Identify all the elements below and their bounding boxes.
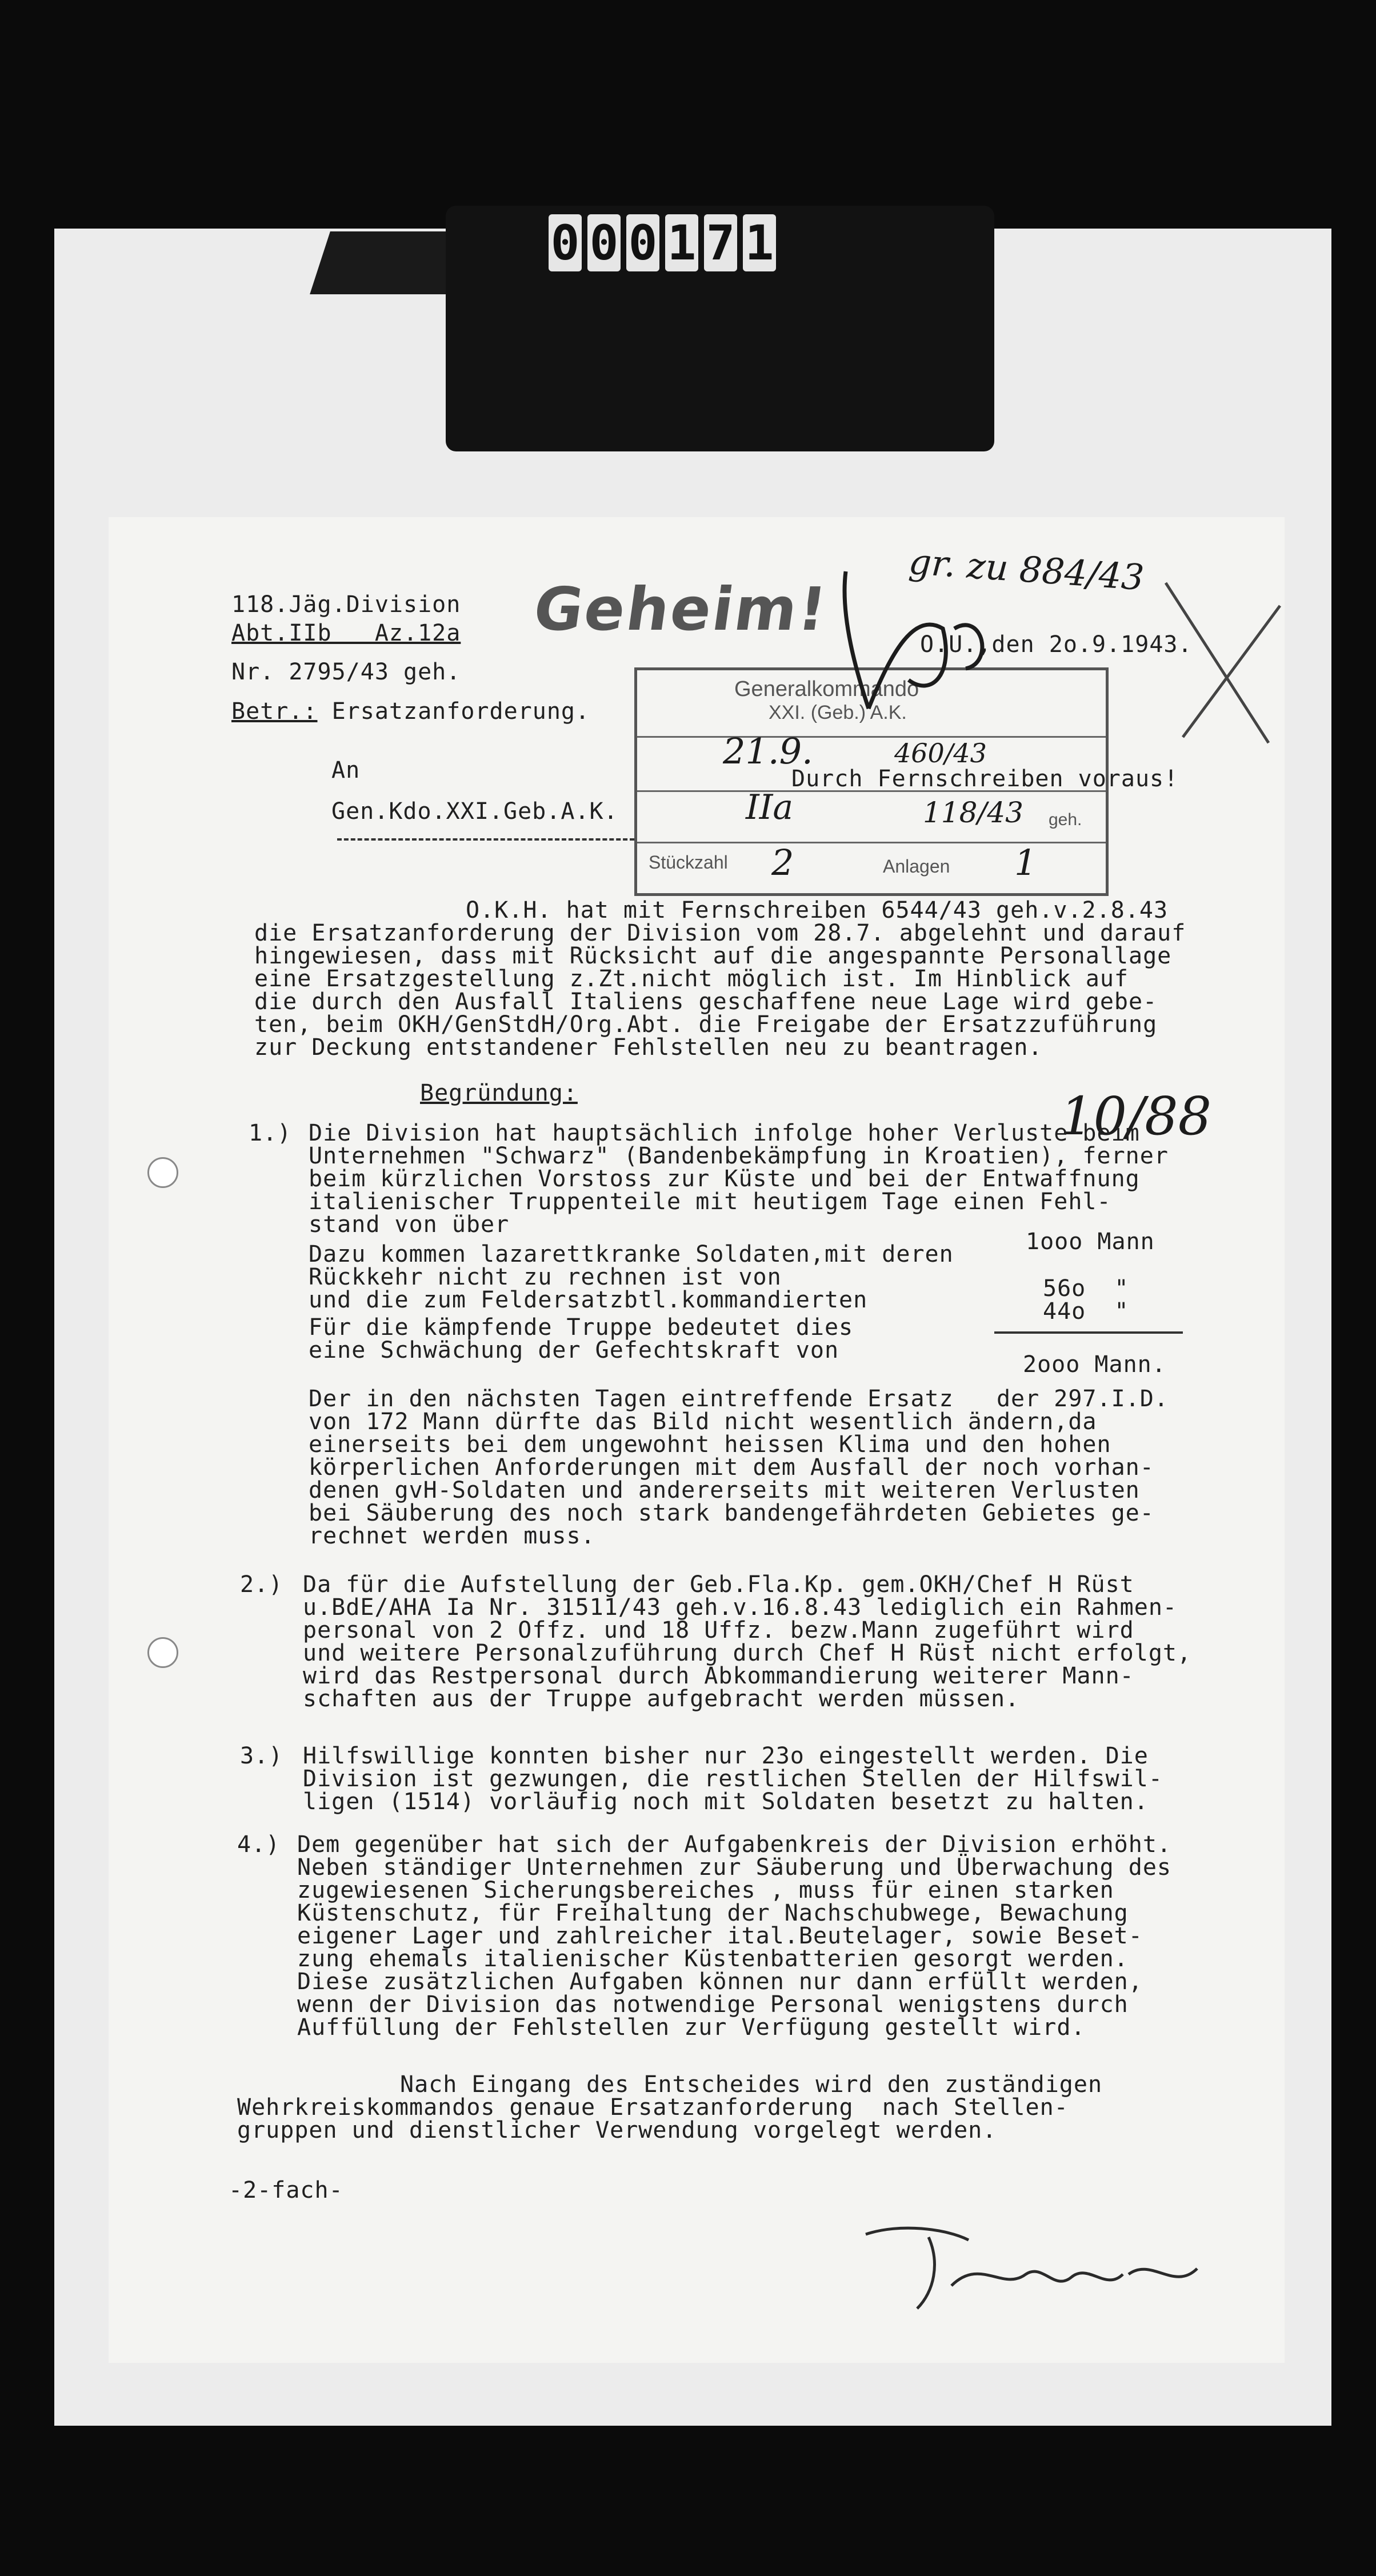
- counter-digit: 0: [587, 214, 621, 271]
- subject-label: Betr.:: [231, 698, 318, 725]
- point-line: Auffüllung der Fehlstellen zur Verfügung gestellt wird.: [297, 2014, 1086, 2041]
- point-line: u.BdE/AHA Ia Nr. 31511/43 geh.v.16.8.43 lediglich ein Rahmen-: [303, 1594, 1178, 1621]
- punch-hole: [147, 1637, 178, 1668]
- point-line: und weitere Personalzuführung durch Chef H Rüst nicht erfolgt,: [303, 1640, 1192, 1666]
- point-line: Rückkehr nicht zu rechnen ist von: [309, 1264, 782, 1290]
- advance-note: Durch Fernschreiben voraus!: [791, 766, 1179, 792]
- closing-line: Wehrkreiskommandos genaue Ersatzanforderung nach Stellen-: [237, 2094, 1069, 2121]
- point-line: rechnet werden muss.: [309, 1523, 595, 1549]
- point-line: körperlichen Anforderungen mit dem Ausfall der noch vorhan-: [309, 1454, 1154, 1481]
- point-number: 4.): [237, 1831, 281, 1858]
- unit-name: 118.Jäg.Division: [231, 591, 461, 618]
- figure-value: 44o ": [1043, 1298, 1129, 1325]
- intro-line: zur Deckung entstandener Fehlstellen neu zu beantragen.: [254, 1034, 1043, 1061]
- point-line: eine Schwächung der Gefechtskraft von: [309, 1337, 839, 1363]
- addressee: Gen.Kdo.XXI.Geb.A.K.: [331, 798, 618, 825]
- signature: [854, 2223, 1231, 2314]
- stamp-department: IIa: [746, 787, 794, 827]
- point-line: bei Säuberung des noch stark bandengefährdeten Gebietes ge-: [309, 1500, 1154, 1526]
- counter-digit: 0: [549, 214, 582, 271]
- point-line: Neben ständiger Unternehmen zur Säuberung und Überwachung des: [297, 1854, 1172, 1881]
- stamp-entry-number: 460/43: [894, 738, 987, 769]
- counter-digit: 1: [665, 214, 698, 271]
- department: Abt.IIb Az.12a: [231, 620, 461, 646]
- point-line: Dazu kommen lazarettkranke Soldaten,mit deren: [309, 1241, 954, 1267]
- counter-digit: 7: [704, 214, 737, 271]
- addressee-label: An: [331, 757, 361, 783]
- point-line: Dem gegenüber hat sich der Aufgabenkreis der Division erhöht.: [297, 1831, 1172, 1858]
- figure-total: 2ooo Mann.: [1023, 1351, 1166, 1378]
- sum-line: [994, 1331, 1183, 1334]
- subject-line: [231, 698, 590, 725]
- place-date: O.U.,den 2o.9.1943.: [920, 631, 1193, 658]
- classification-stamp: Geheim!: [529, 574, 833, 644]
- stamp-department-number: 118/43: [923, 796, 1023, 829]
- point-line: Division ist gezwungen, die restlichen Stellen der Hilfswil-: [303, 1766, 1163, 1792]
- subject-text: Ersatzanforderung.: [331, 698, 590, 725]
- point-line: ligen (1514) vorläufig noch mit Soldaten besetzt zu halten.: [303, 1789, 1149, 1815]
- stamp-suffix: geh.: [1049, 810, 1082, 829]
- point-line: von 172 Mann dürfte das Bild nicht wesentlich ändern,da: [309, 1409, 1097, 1435]
- point-line: beim kürzlichen Vorstoss zur Küste und bei der Entwaffnung: [309, 1166, 1140, 1192]
- stamp-count-label: Stückzahl: [649, 852, 728, 873]
- point-line: Hilfswillige konnten bisher nur 23o eingestellt werden. Die: [303, 1743, 1149, 1769]
- point-line: Für die kämpfende Truppe bedeutet dies: [309, 1314, 854, 1341]
- frame-counter: [549, 214, 776, 277]
- intro-line: eine Ersatzgestellung z.Zt.nicht möglich ist. Im Hinblick auf: [254, 966, 1129, 992]
- point-line: eigener Lager und zahlreicher ital.Beutelager, sowie Beset-: [297, 1923, 1143, 1949]
- figure-value: 56o ": [1043, 1275, 1129, 1302]
- closing-line: gruppen und dienstlicher Verwendung vorgelegt werden.: [237, 2117, 997, 2143]
- point-number: 3.): [240, 1743, 283, 1769]
- point-number: 2.): [240, 1571, 283, 1598]
- point-line: wenn der Division das notwendige Personal wenigstens durch: [297, 1991, 1129, 2018]
- point-line: schaften aus der Truppe aufgebracht werden müssen.: [303, 1686, 1020, 1712]
- point-line: Da für die Aufstellung der Geb.Fla.Kp. gem.OKH/Chef H Rüst: [303, 1571, 1134, 1598]
- stamp-divider: [637, 790, 1106, 792]
- intro-line: O.K.H. hat mit Fernschreiben 6544/43 geh.v.2.8.43: [466, 897, 1169, 923]
- point-line: Der in den nächsten Tagen eintreffende Ersatz der 297.I.D.: [309, 1386, 1169, 1412]
- punch-hole: [147, 1157, 178, 1188]
- point-line: Diese zusätzlichen Aufgaben können nur dann erfüllt werden,: [297, 1969, 1143, 1995]
- point-line: stand von über: [309, 1211, 510, 1238]
- stamp-entry-date: 21.9.: [723, 730, 813, 772]
- stamp-count: 2: [771, 842, 794, 883]
- intro-line: ten, beim OKH/GenStdH/Org.Abt. die Freigabe der Ersatzzuführung: [254, 1011, 1158, 1038]
- handwritten-margin-number: 10/88: [1060, 1086, 1212, 1147]
- document-number: Nr. 2795/43 geh.: [231, 659, 461, 685]
- stamp-attachments-label: Anlagen: [883, 856, 950, 877]
- intro-line: die Ersatzanforderung der Division vom 28.7. abgelehnt und darauf: [254, 920, 1186, 946]
- reason-heading: Begründung:: [420, 1080, 578, 1106]
- counter-digit: 1: [743, 214, 776, 271]
- stamp-line1: Generalkommando: [734, 677, 919, 701]
- point-number: 1.): [249, 1120, 292, 1146]
- intro-line: hingewiesen, dass mit Rücksicht auf die angespannte Personallage: [254, 943, 1172, 969]
- closing-line: Nach Eingang des Entscheides wird den zuständigen: [400, 2071, 1103, 2098]
- point-line: Unternehmen "Schwarz" (Bandenbekämpfung in Kroatien), ferner: [309, 1143, 1169, 1169]
- figure-value: 1ooo Mann: [1026, 1229, 1155, 1255]
- copies-note: -2-fach-: [229, 2177, 343, 2203]
- initials-scribble: [823, 549, 1297, 766]
- point-line: zugewiesenen Sicherungsbereiches , muss für einen starken: [297, 1877, 1114, 1903]
- point-line: denen gvH-Soldaten und andererseits mit weiteren Verlusten: [309, 1477, 1140, 1503]
- point-line: personal von 2 Offz. und 18 Uffz. bezw.Mann zugeführt wird: [303, 1617, 1134, 1643]
- point-line: Küstenschutz, für Freihaltung der Nachschubwege, Bewachung: [297, 1900, 1129, 1926]
- point-line: und die zum Feldersatzbtl.kommandierten: [309, 1287, 868, 1313]
- point-line: Die Division hat hauptsächlich infolge hoher Verluste beim: [309, 1120, 1140, 1146]
- point-line: einerseits bei dem ungewohnt heissen Klima und den hohen: [309, 1431, 1111, 1458]
- stamp-attachments: 1: [1014, 842, 1037, 883]
- point-line: italienischer Truppenteile mit heutigem Tage einen Fehl-: [309, 1189, 1111, 1215]
- counter-digit: 0: [626, 214, 659, 271]
- separator-line: [337, 838, 634, 841]
- point-line: wird das Restpersonal durch Abkommandierung weiterer Mann-: [303, 1663, 1134, 1689]
- intro-line: die durch den Ausfall Italiens geschaffene neue Lage wird gebe-: [254, 989, 1158, 1015]
- handwritten-reference: gr. zu 884/43: [907, 540, 1146, 599]
- stamp-line2: XXI. (Geb.) A.K.: [769, 702, 907, 723]
- point-line: zung ehemals italienischer Küstenbatterien gesorgt werden.: [297, 1946, 1129, 1972]
